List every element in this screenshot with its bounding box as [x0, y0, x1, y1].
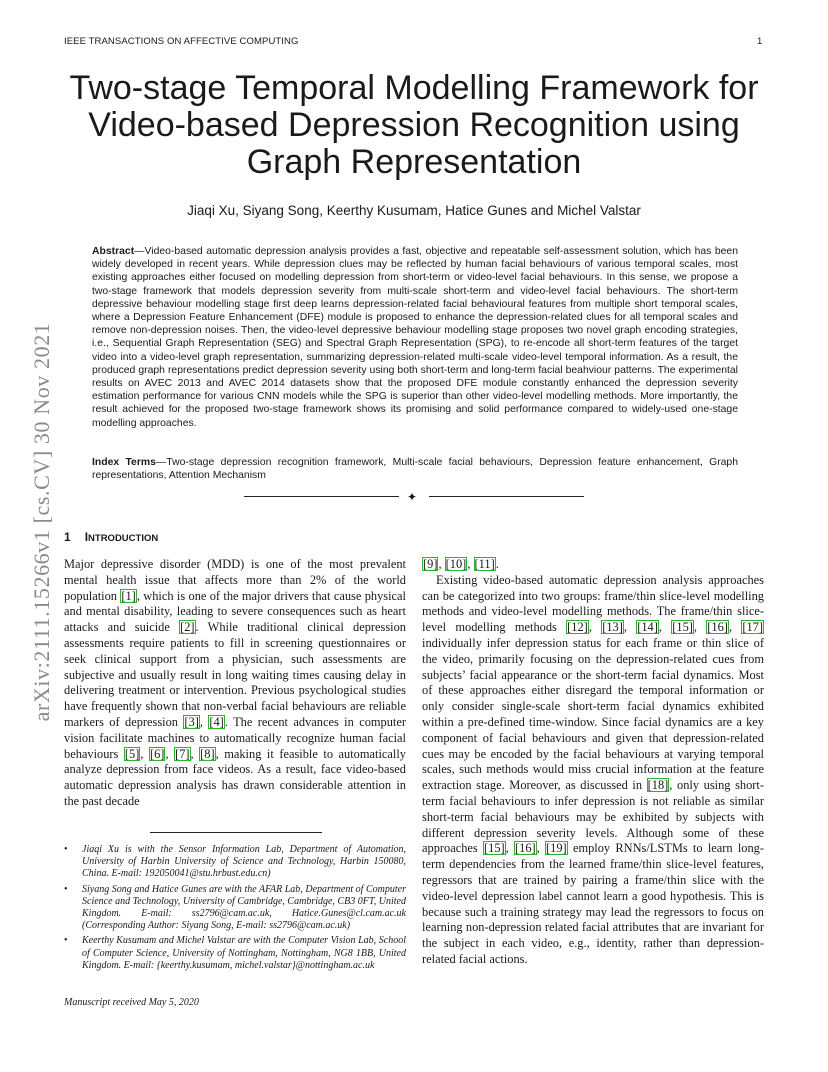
citation-link[interactable]: [10] — [445, 557, 467, 571]
page-number: 1 — [757, 36, 763, 47]
citation-link[interactable]: [19] — [546, 841, 567, 856]
citation-link[interactable]: [6] — [149, 746, 165, 761]
body-text: , — [623, 620, 637, 635]
running-header: IEEE TRANSACTIONS ON AFFECTIVE COMPUTING — [64, 36, 299, 47]
footnotes — [64, 844, 406, 975]
abstract — [92, 245, 738, 430]
right-column — [422, 557, 764, 968]
body-text: , — [536, 841, 546, 856]
citation-link[interactable]: [1] — [121, 588, 136, 603]
footnote-item — [64, 935, 406, 972]
diamond-icon: ✦ — [407, 490, 418, 504]
body-text: , — [140, 746, 149, 761]
index-terms-label: Index Terms — [92, 457, 156, 468]
body-text: employ RNNs/LSTMs to learn long-term dependencies from the learned frame/thin slice-level features, regressors that are trained by pairing a frame/thin slice with the video-level depression label cannot learn a good hypothesis. This is because such a training strategy may lead the regressors to focus on learning non-depression related facial attributes that are invariant for the subject in each video, e.g., identity, rather than depression-related facial actions. — [422, 841, 764, 966]
body-text: , — [438, 557, 445, 571]
bullet-icon: • — [64, 883, 68, 895]
section-number: 1 — [64, 530, 71, 544]
body-text: , — [728, 620, 742, 635]
footnote-item — [64, 884, 406, 933]
index-terms — [92, 456, 738, 482]
body-text: , — [588, 620, 602, 635]
arxiv-identifier-stamp: arXiv:2111.15266v1 [cs.CV] 30 Nov 2021 — [29, 322, 54, 722]
body-text: , — [165, 746, 175, 761]
body-text: , — [658, 620, 672, 635]
abstract-label: Abstract — [92, 246, 135, 257]
bullet-icon: • — [64, 844, 68, 855]
citation-link[interactable]: [15] — [484, 841, 505, 856]
divider-line-right — [429, 496, 584, 497]
citation-link[interactable]: [17] — [742, 620, 763, 635]
citation-link[interactable]: [11] — [474, 557, 495, 571]
footnote-text: Siyang Song and Hatice Gunes are with the AFAR Lab, Department of Computer Science and Technology, University of Cambridge, Cambridge, CB3 0FT, United Kingdom. E-mail: ss2796@cam.ac.uk, Hatice.Gunes@cl.cam.ac.uk (Corresponding Author: Siyang Song, E-mail: ss2796@cam.ac.uk) — [82, 883, 406, 932]
citation-link[interactable]: [3] — [184, 714, 199, 729]
author-list: Jiaqi Xu, Siyang Song, Keerthy Kusumam, Hatice Gunes and Michel Valstar — [187, 203, 641, 218]
citation-link[interactable]: [13] — [602, 620, 623, 635]
section-divider — [244, 491, 584, 503]
body-text: Existing video-based automatic depression analysis approaches can be categorized into two groups: frame/thin slice-level modelling methods and video-level modelling methods. The frame/thin slice-level modelling methods — [422, 572, 764, 635]
citation-link[interactable]: [4] — [209, 714, 224, 729]
citation-link[interactable]: [16] — [707, 620, 728, 635]
citation-link[interactable]: [14] — [637, 620, 658, 635]
body-text: Major depressive disorder (MDD) is one of the most prevalent mental health issue that affects more than 2% of the world population — [64, 557, 406, 603]
citation-link[interactable]: [7] — [175, 746, 190, 761]
footnote-text: Jiaqi Xu is with the Sensor Information Lab, Department of Automation, University of Harbin University of Science and Technology, Harbin 150080, China. E-mail: 192050041@stu.hrbust.edu.cn) — [82, 844, 406, 880]
manuscript-received-note: Manuscript received May 5, 2020 — [64, 997, 199, 1008]
citation-link[interactable]: [2] — [180, 620, 195, 635]
section-title-rest: NTRODUCTION — [88, 533, 159, 544]
abstract-text: —Video-based automatic depression analysis provides a fast, objective and repeatable self-assessment solution, which has been widely developed in recent years. While depression clues may be reflected by human facial behaviours of various temporal scales, most existing approaches either focused on modelling depression from short-term or video-level facial behaviours. In this sense, we propose a two-stage framework that models depression severity from multi-scale short-term and video-level facial behaviours. The short-term depressive behaviour modelling stage first deep learns depression-related facial behavioural features from multiple short temporal scales, where a Depression Feature Enhancement (DFE) module is proposed to enhance the depression-related clues for all temporal scales and remove non-depression noises. Then, the video-level depressive behaviour modelling stage proposes two novel graph encoding strategies, i.e., Sequential Graph Representation (SEG) and Spectral Graph Representation (SPG), to re-encode all short-term features of the target video into a video-level graph representation, summarizing depression-related multi-scale video-level temporal information. As a result, the produced graph representations predict depression severity using both short-term and long-term facial beahviour patterns. The experimental results on AVEC 2013 and AVEC 2014 datasets show that the proposed DFE module constantly enhanced the depression severity estimation performance for various CNN models while the SPG is superior than other video-level modelling methods. More importantly, the result achieved for the proposed two-stage framework shows its promising and solid performance compared to widely-used one-stage modelling approaches. — [92, 246, 738, 429]
citation-link[interactable]: [8] — [200, 746, 215, 761]
body-text: individually infer depression status for each frame or thin slice of the video, primarily focusing on the depression-related cues from subjects’ facial appearance or the short-term facial dynamics. Most of these approaches either disregard the temporal information or only consider single-scale short-term facial dynamics exhibited within a pre-defined time-window. Since facial dynamics are a key component of facial behaviours and given that depression-related cues may be encoded by the facial behaviours at varying temporal scales, such methods would miss crucial information at the feature extraction stage. Moreover, as discussed in — [422, 635, 764, 793]
right-paragraph — [422, 573, 764, 968]
body-text: , making it feasible to automatically analyze depression from face videos. As a result, face video-based automatic depression analysis has drawn considerable attention in the past decade — [64, 746, 406, 808]
body-text: , — [467, 557, 474, 571]
citation-link[interactable]: [9] — [423, 557, 438, 571]
body-text: , — [693, 620, 707, 635]
body-text: , — [505, 841, 515, 856]
body-text: , only using short-term facial behaviours to infer depression is not reliable as similar short-term facial behaviours may be exhibited by subjects with different depression severity levels. Although some of these approaches — [422, 778, 764, 856]
footnote-item — [64, 844, 406, 881]
body-text: . The recent advances in computer vision facilitate machines to automatically recognize human facial behaviours — [64, 714, 407, 761]
bullet-icon: • — [64, 935, 68, 947]
section-title-initial: I — [84, 530, 89, 544]
left-column — [64, 557, 406, 810]
index-terms-text: —Two-stage depression recognition framework, Multi-scale facial behaviours, Depression feature enhancement, Graph representations, Attention Mechanism — [92, 457, 738, 482]
body-text: , which is one of the major drivers that cause physical and mental disability, leading to severe consequences such as heart attacks and suicide — [64, 588, 406, 635]
left-paragraph — [64, 557, 406, 810]
body-text: . — [495, 557, 499, 571]
citation-link[interactable]: [16] — [515, 841, 536, 856]
footnote-rule — [150, 832, 322, 833]
divider-line-left — [244, 496, 399, 497]
citation-link[interactable]: [15] — [672, 620, 693, 635]
body-text: , — [190, 746, 200, 761]
paper-title: Two-stage Temporal Modelling Framework for Video-based Depression Recognition using Graph Representation — [69, 69, 759, 181]
right-paragraph-continuation — [422, 557, 764, 573]
footnote-text: Keerthy Kusumam and Michel Valstar are with the Computer Vision Lab, School of Computer Science, University of Nottingham, Nottingham, NG8 1BB, United Kingdom. E-mail: {keerthy.kusumam, michel.valstar}@nottingham.ac.uk — [82, 935, 406, 971]
section-heading — [64, 530, 158, 544]
citation-link[interactable]: [5] — [124, 746, 140, 761]
citation-link[interactable]: [18] — [647, 778, 669, 793]
body-text: . While traditional clinical depression assessments require patients to fill in screening questionnaires or seek clinical support from a physician, such assessments are subjective and usually result in long waiting times causing delay in delivering treatment or intervention. Previous psychological studies have frequently shown that non-verbal facial behaviours are reliable markers of depression — [64, 620, 407, 729]
body-text: , — [199, 714, 209, 729]
citation-link[interactable]: [12] — [567, 620, 588, 635]
